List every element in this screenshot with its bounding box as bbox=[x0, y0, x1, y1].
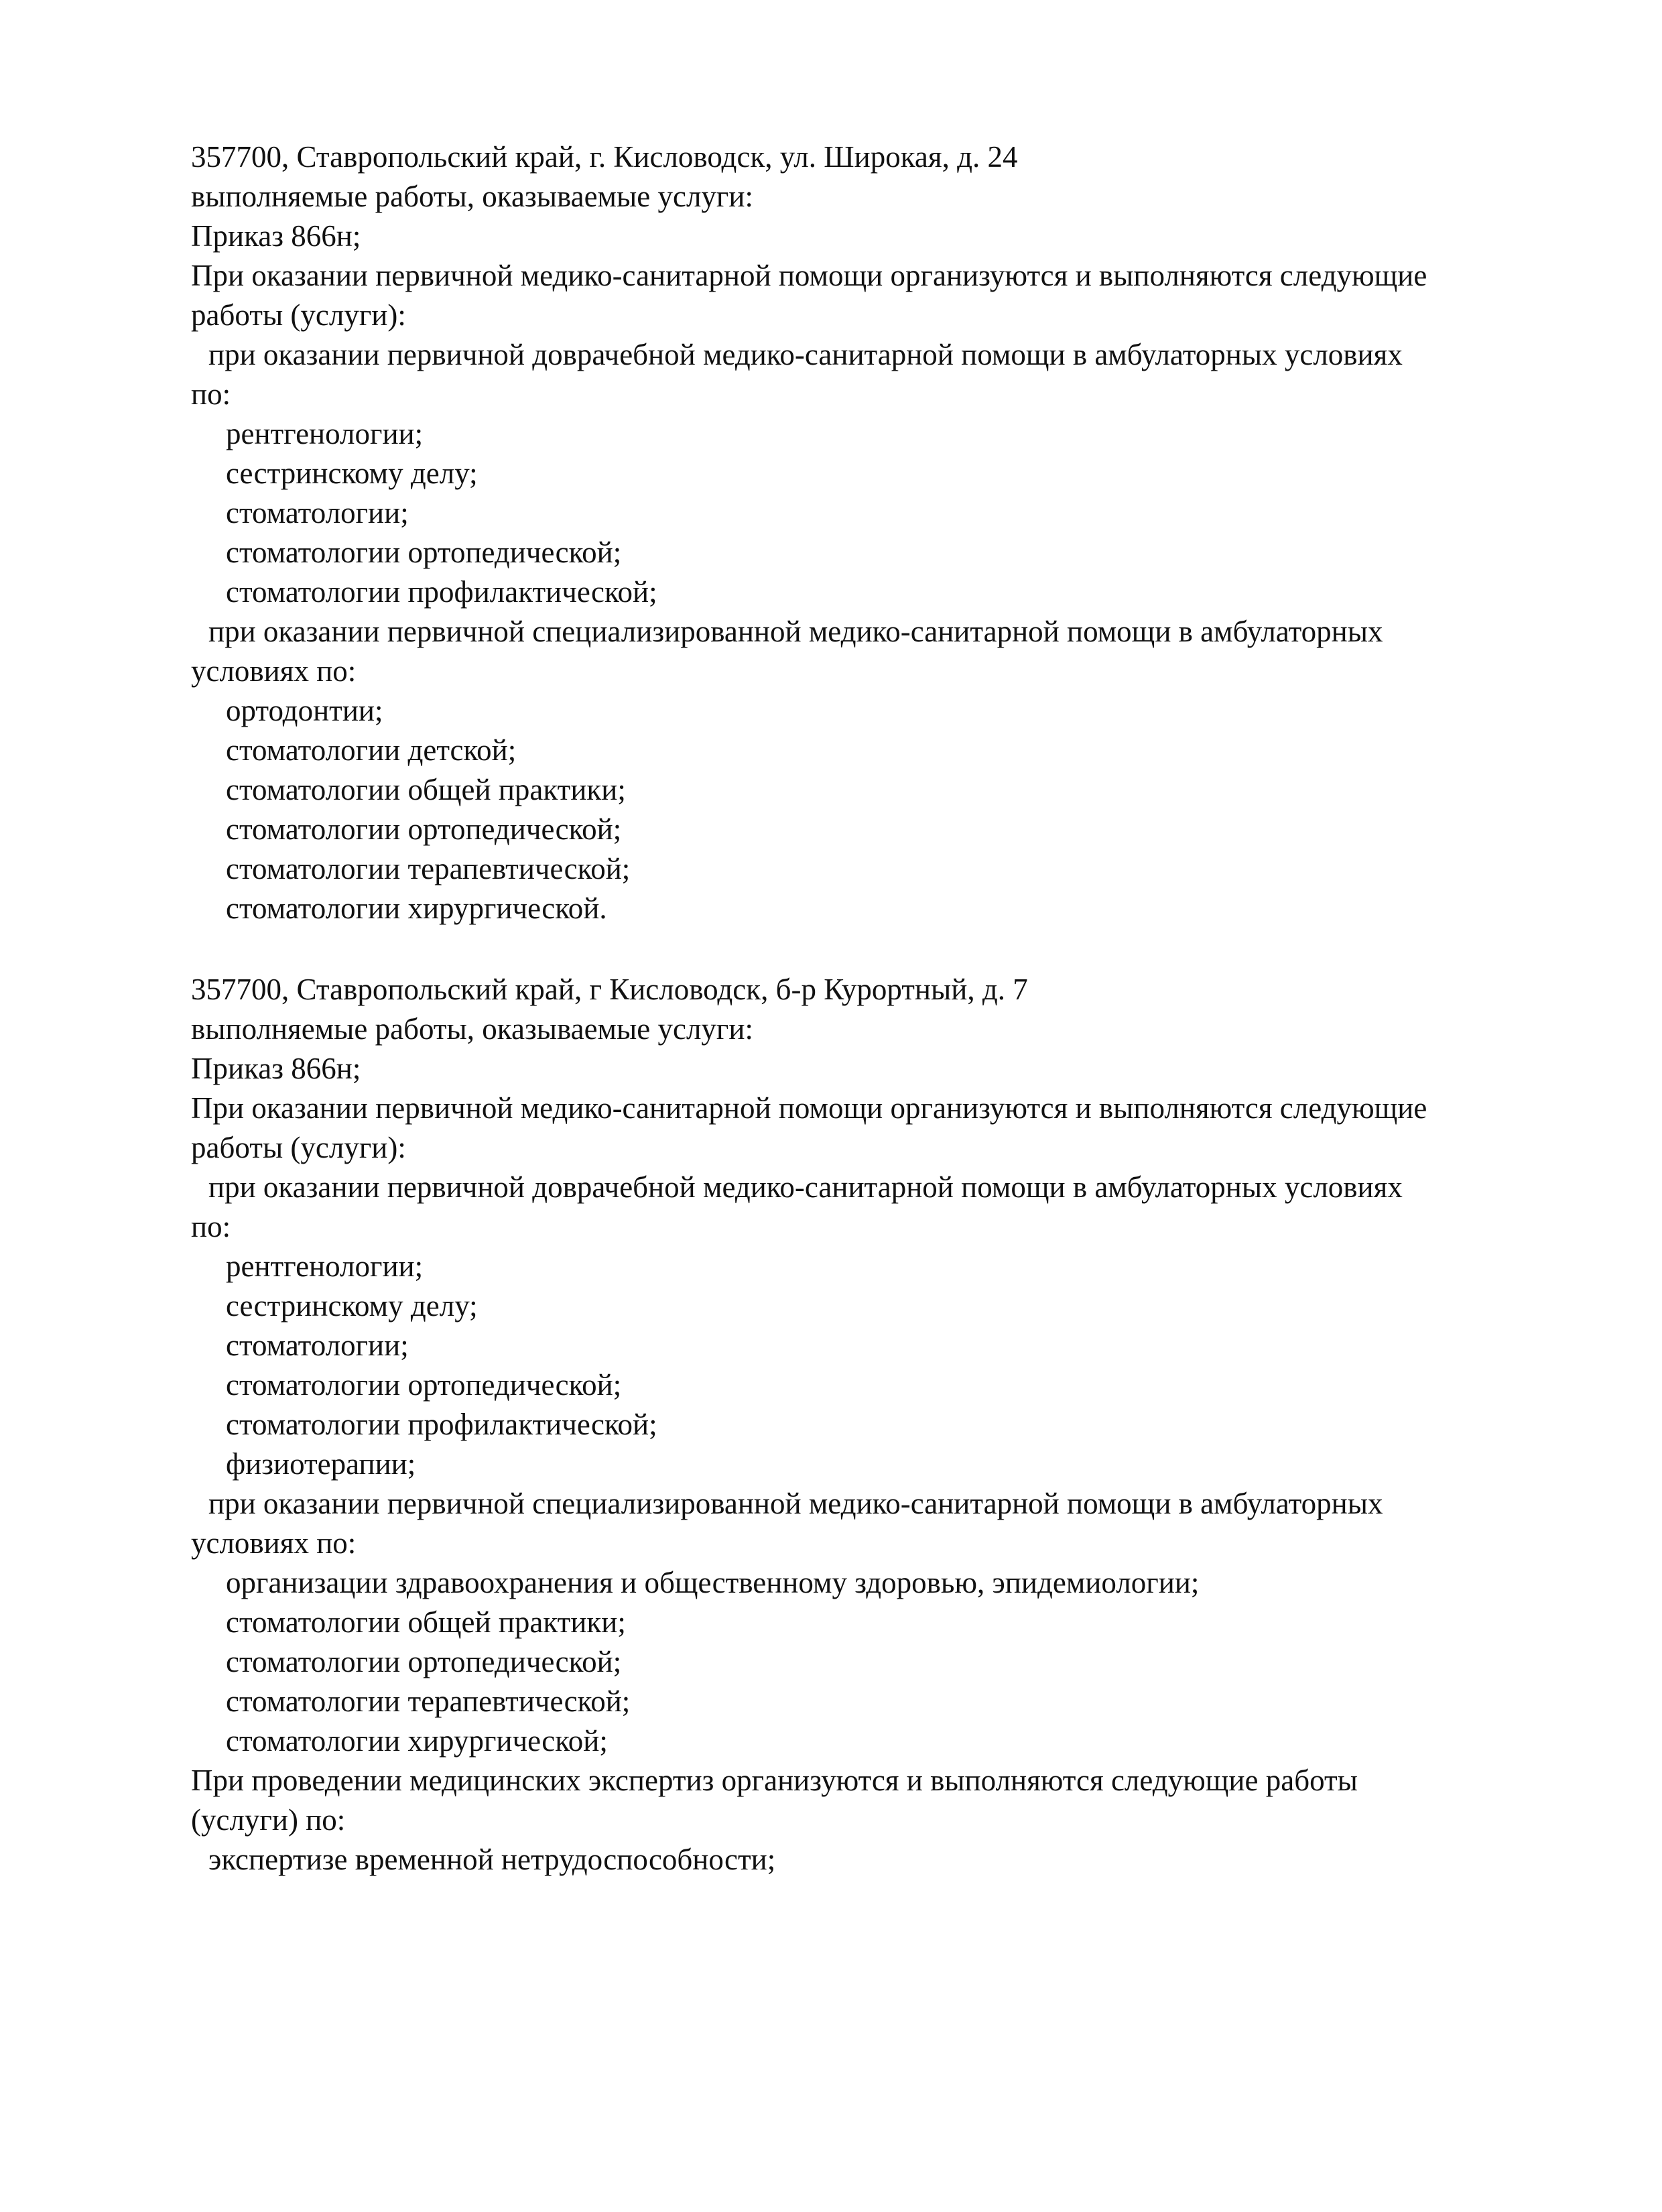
section-kislovodsk-shirokaya bbox=[191, 137, 1531, 928]
order-reference: Приказ 866н; bbox=[191, 219, 361, 253]
list-item: стоматологии ортопедической; bbox=[226, 1645, 622, 1678]
list-item: стоматологии ортопедической; bbox=[226, 536, 622, 569]
section-kislovodsk-kurortny bbox=[191, 970, 1531, 1880]
prehospital-intro-line-1: при оказании первичной доврачебной медико-санитарной помощи в амбулаторных условиях bbox=[208, 1170, 1403, 1204]
prehospital-intro-line-2: по: bbox=[191, 1210, 231, 1243]
list-item: стоматологии терапевтической; bbox=[226, 1684, 631, 1718]
list-item: стоматологии общей практики; bbox=[226, 773, 626, 806]
specialized-intro-line-2: условиях по: bbox=[191, 654, 357, 688]
list-item: ортодонтии; bbox=[226, 694, 383, 727]
document-body bbox=[191, 137, 1531, 1880]
primary-care-intro-line-1: При оказании первичной медико-санитарной помощи организуются и выполняются следующие bbox=[191, 259, 1427, 292]
order-reference: Приказ 866н; bbox=[191, 1052, 361, 1085]
section-spacer bbox=[191, 928, 1531, 970]
specialized-intro-line-1: при оказании первичной специализированной медико-санитарной помощи в амбулаторных bbox=[208, 1487, 1383, 1520]
primary-care-intro-line-2: работы (услуги): bbox=[191, 298, 406, 332]
expertise-intro-line-2: (услуги) по: bbox=[191, 1803, 346, 1837]
works-label: выполняемые работы, оказываемые услуги: bbox=[191, 180, 753, 213]
list-item: экспертизе временной нетрудоспособности; bbox=[208, 1843, 776, 1876]
section-address: 357700, Ставропольский край, г. Кисловодск, ул. Широкая, д. 24 bbox=[191, 140, 1018, 174]
list-item: стоматологии хирургической. bbox=[226, 892, 607, 925]
specialized-intro-line-1: при оказании первичной специализированной медико-санитарной помощи в амбулаторных bbox=[208, 615, 1383, 648]
list-item: стоматологии детской; bbox=[226, 733, 517, 767]
list-item: стоматологии ортопедической; bbox=[226, 1368, 622, 1402]
list-item: рентгенологии; bbox=[226, 417, 424, 450]
list-item: физиотерапии; bbox=[226, 1447, 416, 1481]
section-address: 357700, Ставропольский край, г Кисловодск, б-р Курортный, д. 7 bbox=[191, 973, 1028, 1006]
expertise-intro-line-1: При проведении медицинских экспертиз организуются и выполняются следующие работы bbox=[191, 1764, 1358, 1797]
list-item: сестринскому делу; bbox=[226, 456, 478, 490]
list-item: стоматологии хирургической; bbox=[226, 1724, 608, 1758]
list-item: стоматологии; bbox=[226, 496, 409, 530]
prehospital-intro-line-2: по: bbox=[191, 377, 231, 411]
works-label: выполняемые работы, оказываемые услуги: bbox=[191, 1012, 753, 1046]
list-item: организации здравоохранения и общественному здоровью, эпидемиологии; bbox=[226, 1566, 1200, 1599]
list-item: стоматологии ортопедической; bbox=[226, 812, 622, 846]
list-item: стоматологии профилактической; bbox=[226, 575, 657, 609]
prehospital-intro-line-1: при оказании первичной доврачебной медико-санитарной помощи в амбулаторных условиях bbox=[208, 338, 1403, 371]
primary-care-intro-line-2: работы (услуги): bbox=[191, 1131, 406, 1164]
primary-care-intro-line-1: При оказании первичной медико-санитарной помощи организуются и выполняются следующие bbox=[191, 1091, 1427, 1125]
list-item: рентгенологии; bbox=[226, 1249, 424, 1283]
list-item: стоматологии; bbox=[226, 1329, 409, 1362]
list-item: стоматологии профилактической; bbox=[226, 1408, 657, 1441]
specialized-intro-line-2: условиях по: bbox=[191, 1526, 357, 1560]
list-item: стоматологии общей практики; bbox=[226, 1605, 626, 1639]
list-item: стоматологии терапевтической; bbox=[226, 852, 631, 885]
list-item: сестринскому делу; bbox=[226, 1289, 478, 1323]
